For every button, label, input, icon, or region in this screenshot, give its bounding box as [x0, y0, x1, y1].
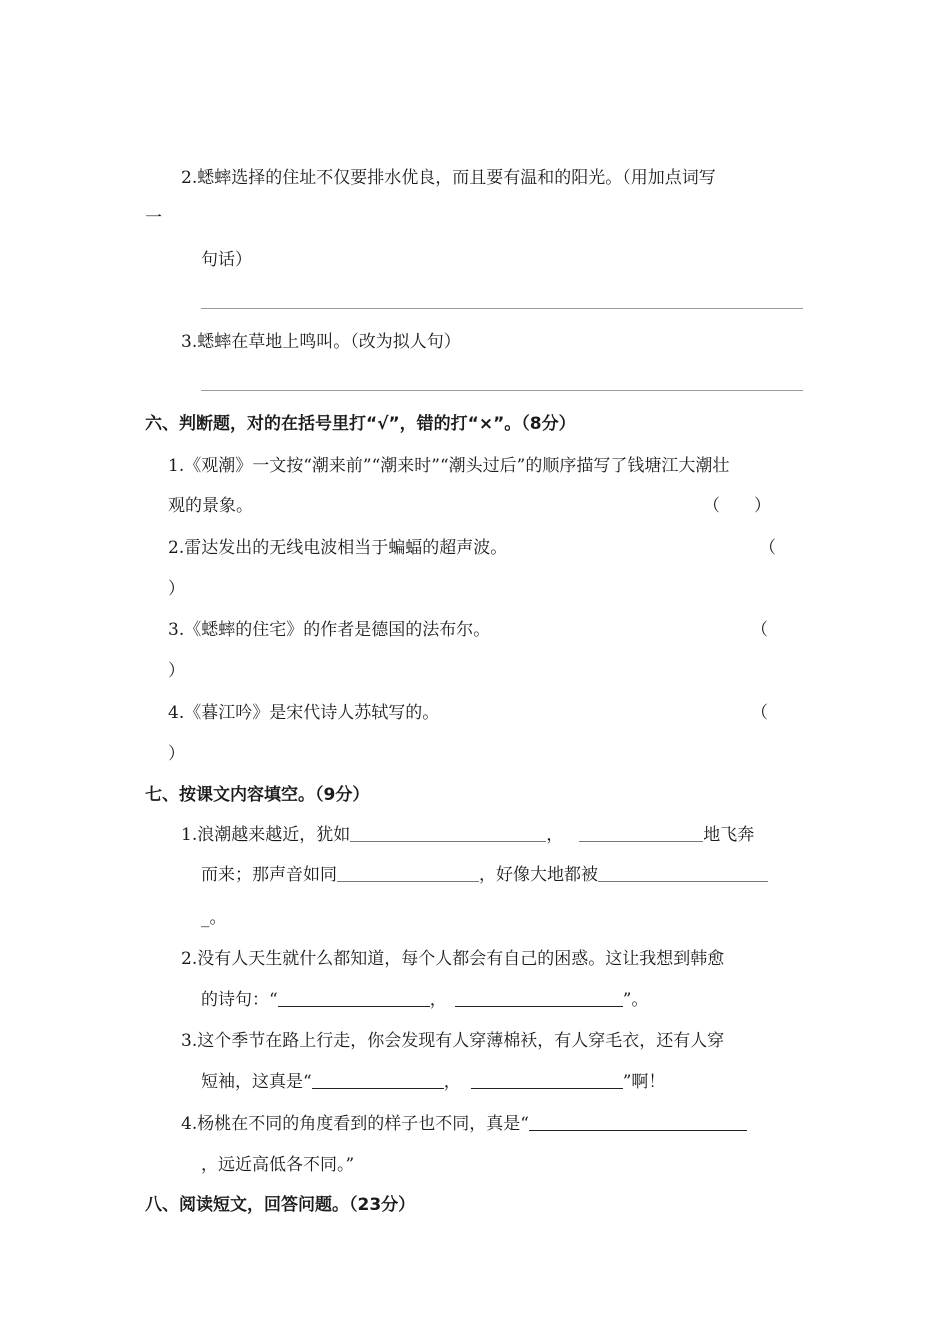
q7-3-line1: 3.这个季节在路上行走，你会发现有人穿薄棉袄，有人穿毛衣，还有人穿 — [181, 1031, 725, 1051]
open-paren[interactable]: （ — [751, 620, 768, 640]
q7-3-line2 — [201, 1070, 665, 1094]
text: 1.浪潮越来越近，犹如 — [181, 825, 351, 845]
answer-paren[interactable]: （ ） — [703, 496, 771, 516]
fill-blank[interactable] — [529, 1112, 747, 1131]
text: 4.杨桃在不同的角度看到的样子也不同，真是“ — [181, 1114, 529, 1134]
q7-4-line1 — [181, 1112, 747, 1136]
fill-blank[interactable] — [337, 863, 479, 882]
fill-blank[interactable] — [598, 863, 768, 882]
fill-blank[interactable] — [278, 988, 430, 1007]
section-8-heading: 八、阅读短文，回答问题。（23分） — [145, 1195, 416, 1215]
q6-4: 4.《暮江吟》是宋代诗人苏轼写的。 — [168, 703, 440, 723]
text: ”啊！ — [622, 1072, 666, 1092]
text: ， — [443, 1072, 461, 1092]
answer-line[interactable] — [201, 390, 803, 391]
q5-2-line2: 一 — [145, 208, 162, 228]
text: ， — [546, 825, 564, 845]
q5-2-line1: 2.蟋蟀选择的住址不仅要排水优良，而且要有温和的阳光。（用加点词写 — [181, 168, 716, 188]
open-paren[interactable]: （ — [751, 703, 768, 723]
section-6-heading: 六、判断题，对的在括号里打“√”，错的打“×”。（8分） — [145, 414, 576, 434]
text: 的诗句：“ — [201, 990, 278, 1010]
q7-4-line2: ，远近高低各不同。” — [201, 1155, 355, 1175]
text: 而来；那声音如同 — [201, 865, 337, 885]
fill-blank[interactable] — [455, 988, 623, 1007]
q6-1-line1: 1.《观潮》一文按“潮来前”“潮来时”“潮头过后”的顺序描写了钱塘江大潮壮 — [168, 456, 730, 476]
fill-blank[interactable] — [312, 1070, 444, 1089]
close-paren: ） — [168, 744, 185, 764]
open-paren[interactable]: （ — [759, 538, 776, 558]
text: ， — [429, 990, 447, 1010]
close-paren: ） — [168, 661, 185, 681]
section-7-heading: 七、按课文内容填空。（9分） — [145, 785, 370, 805]
q6-1-line2: 观的景象。 — [168, 496, 253, 516]
q6-3: 3.《蟋蟀的住宅》的作者是德国的法布尔。 — [168, 620, 491, 640]
q6-2: 2.雷达发出的无线电波相当于蝙蝠的超声波。 — [168, 538, 508, 558]
q7-2-line2 — [201, 988, 648, 1012]
q7-1-line1 — [181, 823, 754, 847]
q7-2-line1: 2.没有人天生就什么都知道，每个人都会有自己的困惑。这让我想到韩愈 — [181, 949, 725, 969]
answer-line[interactable] — [201, 308, 803, 309]
text: 地飞奔 — [703, 825, 755, 845]
text: 短袖，这真是“ — [201, 1072, 312, 1092]
q7-1-line2 — [201, 863, 768, 887]
text: ”。 — [622, 990, 649, 1010]
text: ，好像大地都被 — [479, 865, 598, 885]
fill-blank[interactable] — [471, 1070, 623, 1089]
q7-1-line3: _。 — [201, 908, 227, 928]
fill-blank[interactable] — [579, 823, 703, 842]
fill-blank[interactable] — [350, 823, 546, 842]
close-paren: ） — [168, 579, 185, 599]
q5-2-line3: 句话） — [201, 250, 252, 270]
q5-3: 3.蟋蟀在草地上鸣叫。（改为拟人句） — [181, 332, 461, 352]
